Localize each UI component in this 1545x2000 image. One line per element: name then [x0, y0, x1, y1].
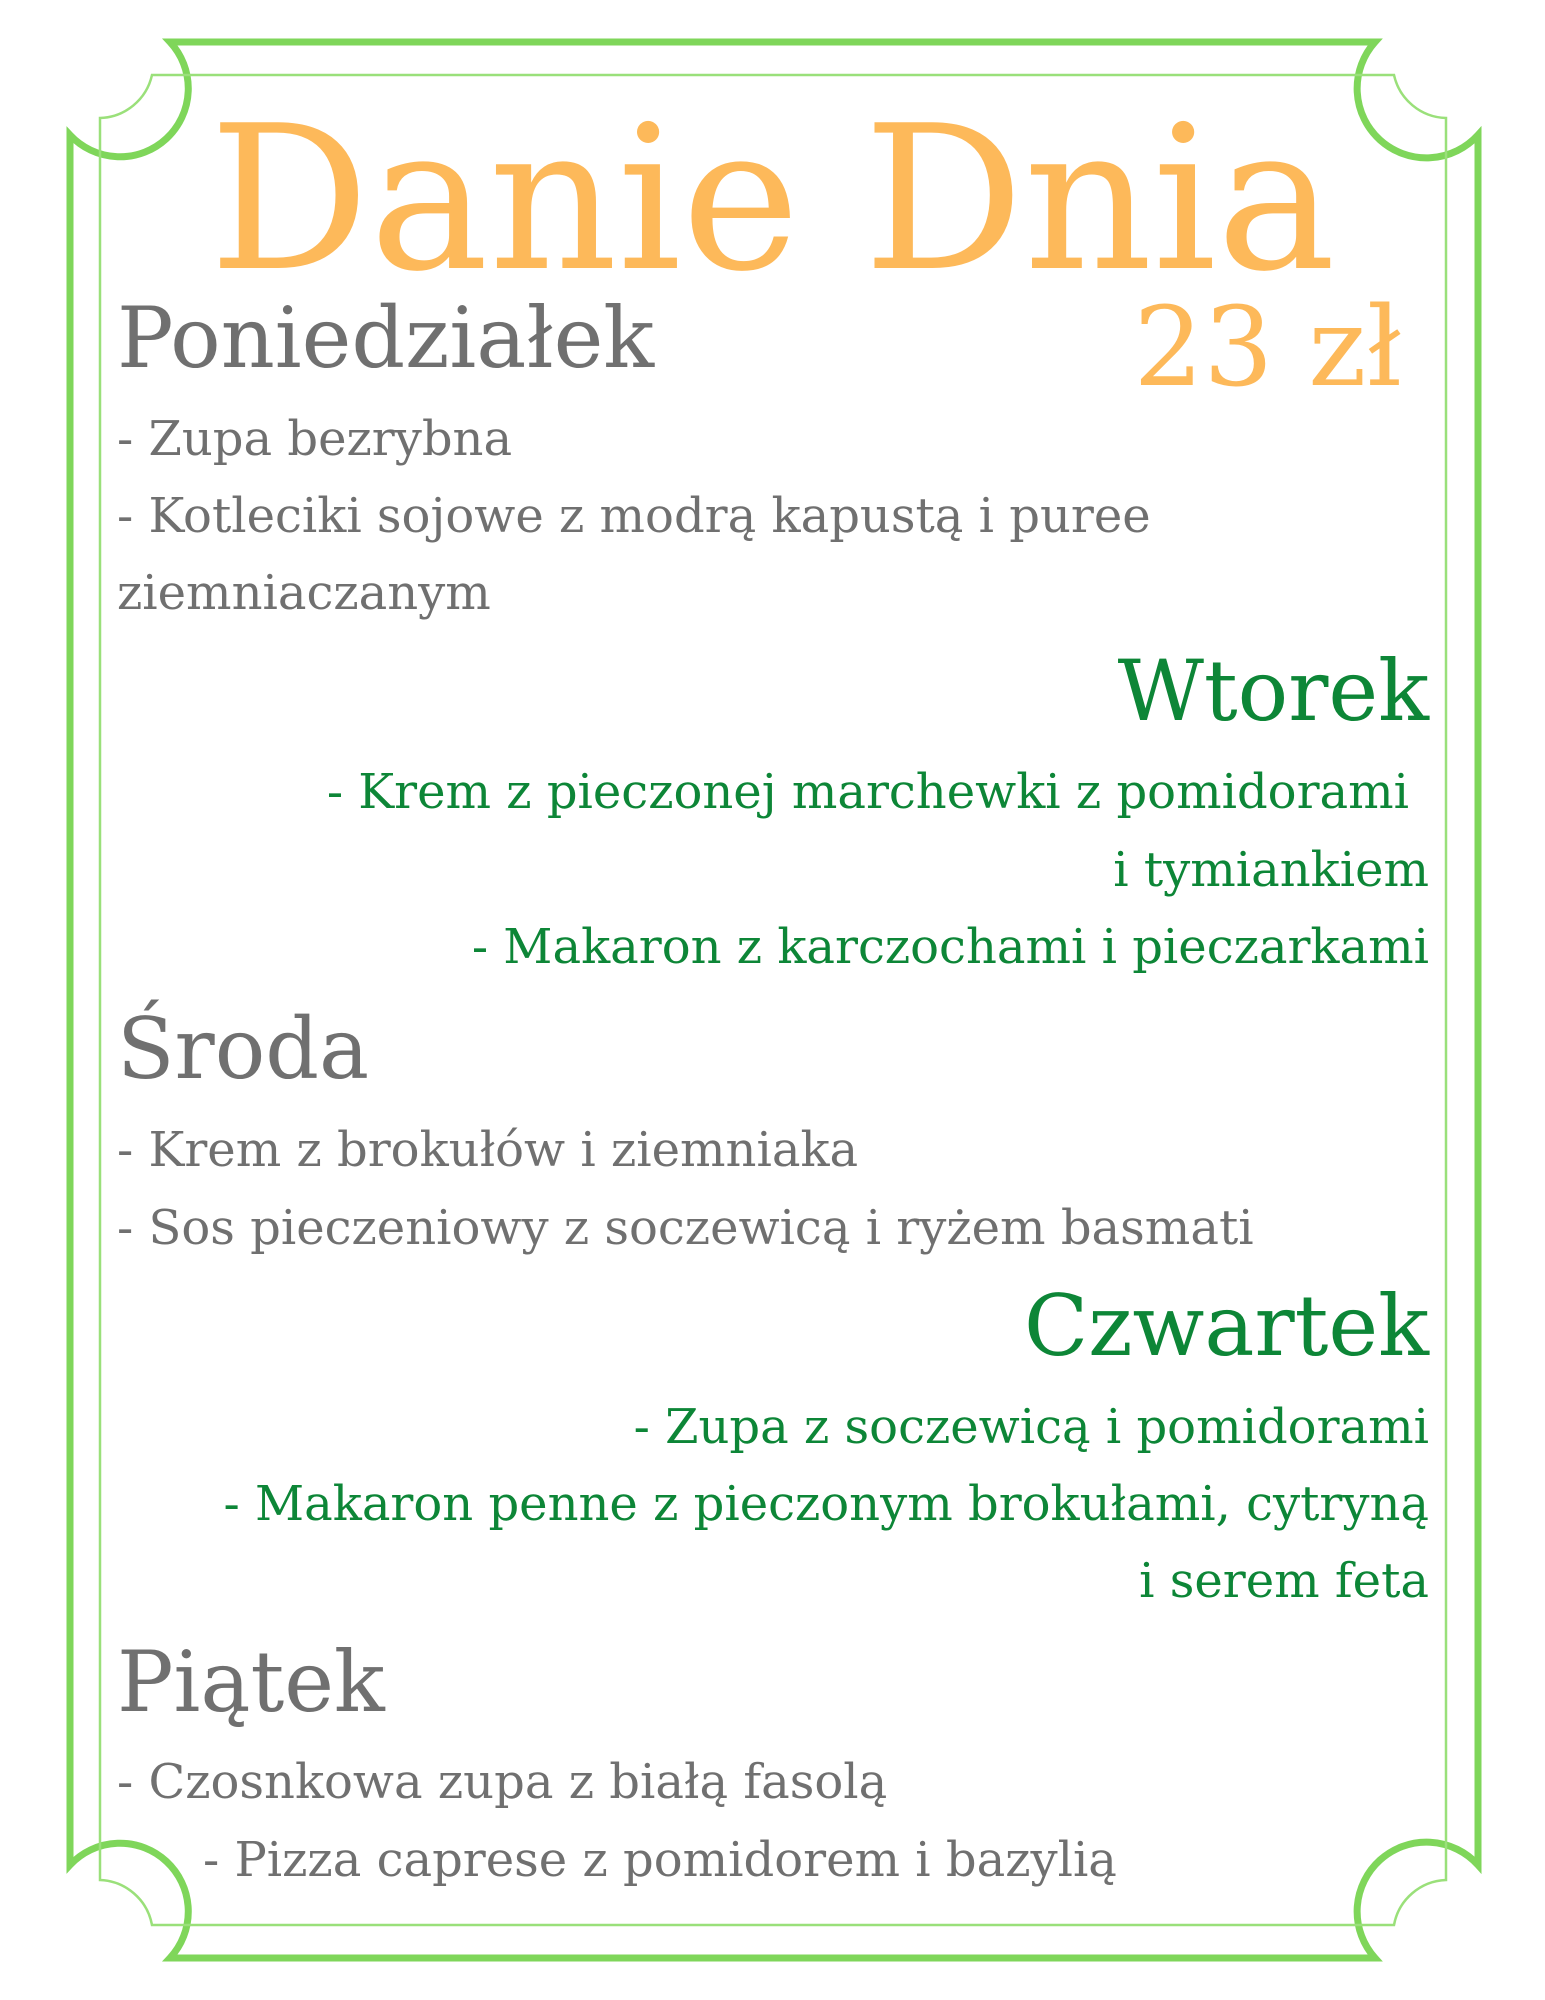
menu-item: - Makaron z karczochami i pieczarkami — [471, 919, 1429, 975]
price-label: 23 zł — [1133, 283, 1402, 411]
menu-title: Danie Dnia — [209, 83, 1336, 316]
menu-item: - Czosnkowa zupa z białą fasolą — [117, 1754, 888, 1810]
menu-item: - Kotleciki sojowe z modrą kapustą i puree — [117, 488, 1151, 544]
menu-item: - Krem z pieczonej marchewki z pomidorami — [326, 764, 1409, 820]
menu-item: i tymiankiem — [1113, 842, 1429, 898]
day-heading-thursday: Czwartek — [1023, 1277, 1429, 1375]
menu-item: - Krem z brokułów i ziemniaka — [117, 1122, 859, 1178]
menu-item: - Pizza caprese z pomidorem i bazylią — [203, 1832, 1117, 1888]
day-heading-friday: Piątek — [117, 1633, 385, 1731]
menu-item: - Zupa bezrybna — [117, 411, 513, 467]
menu-item: ziemniaczanym — [117, 565, 491, 621]
day-heading-monday: Poniedziałek — [117, 289, 655, 387]
day-heading-tuesday: Wtorek — [1117, 642, 1429, 740]
menu-item: - Makaron penne z pieczonym brokułami, cytryną — [223, 1476, 1429, 1532]
day-heading-wednesday: Środa — [117, 1000, 370, 1098]
menu-item: - Zupa z soczewicą i pomidorami — [633, 1399, 1429, 1455]
menu-item: i serem feta — [1139, 1553, 1429, 1609]
menu-item: - Sos pieczeniowy z soczewicą i ryżem basmati — [117, 1200, 1254, 1256]
